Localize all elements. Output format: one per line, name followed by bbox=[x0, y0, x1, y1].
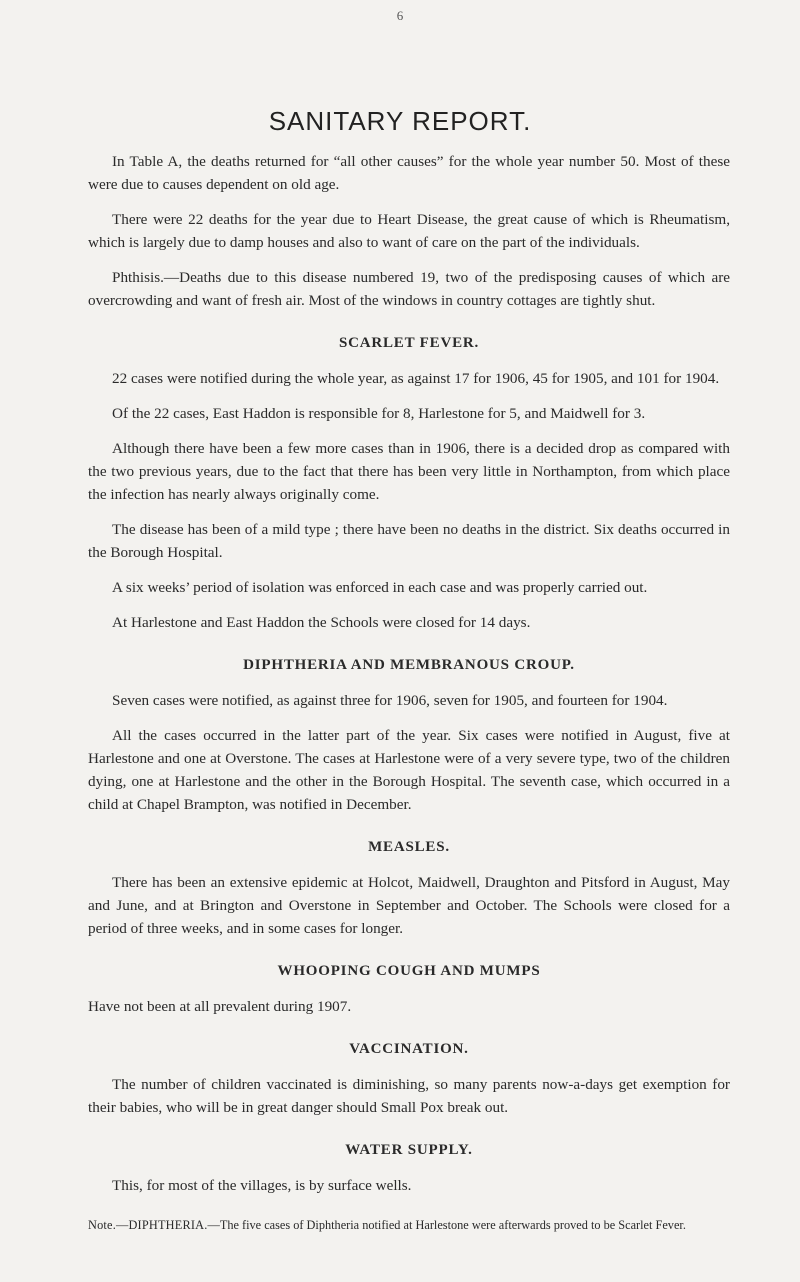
section-heading-scarlet-fever: SCARLET FEVER. bbox=[338, 335, 480, 351]
section-paragraph: Although there have been a few more cases than in 1906, there is a decided drop as compared with the two previous years, due to the fact that there has been very little in Northampton, from which place the infection has nearly always originally come. bbox=[88, 440, 730, 503]
section-paragraph: Have not been at all prevalent during 1907. bbox=[88, 998, 352, 1015]
section-paragraph: Seven cases were notified, as against three for 1906, seven for 1905, and fourteen for 1904. bbox=[112, 692, 668, 709]
footnote-label: Note.—DIPHTHERIA. bbox=[88, 1218, 208, 1232]
section-paragraph: Of the 22 cases, East Haddon is responsible for 8, Harlestone for 5, and Maidwell for 3. bbox=[112, 405, 646, 422]
section-paragraph: This, for most of the villages, is by surface wells. bbox=[112, 1177, 412, 1194]
section-paragraph: The number of children vaccinated is diminishing, so many parents now-a-days get exemption for their babies, who will be in great danger should Small Pox break out. bbox=[88, 1076, 730, 1116]
page-number: 6 bbox=[396, 8, 404, 23]
section-paragraph: The disease has been of a mild type ; there have been no deaths in the district. Six deaths occurred in the Borough Hospital. bbox=[88, 521, 730, 561]
section-heading-diphtheria: DIPHTHERIA AND MEMBRANOUS CROUP. bbox=[243, 657, 575, 673]
footnote-text: —The five cases of Diphtheria notified at Harlestone were afterwards proved to be Scarlet Fever. bbox=[207, 1218, 686, 1232]
report-body bbox=[88, 150, 730, 1234]
intro-paragraph: Phthisis.—Deaths due to this disease numbered 19, two of the predisposing causes of which are overcrowding and want of fresh air. Most of the windows in country cottages are tightly shut. bbox=[88, 269, 730, 309]
section-heading-whooping-cough: WHOOPING COUGH AND MUMPS bbox=[277, 963, 541, 979]
section-heading-water-supply: WATER SUPPLY. bbox=[345, 1142, 473, 1158]
section-paragraph: All the cases occurred in the latter part of the year. Six cases were notified in August, five at Harlestone and one at Overstone. The cases at Harlestone were of a very severe type, two of the children dying, one at Harlestone and the other in the Borough Hospital. The seventh case, which occurred in a child at Chapel Brampton, was notified in December. bbox=[88, 727, 730, 813]
section-paragraph: There has been an extensive epidemic at Holcot, Maidwell, Draughton and Pitsford in August, May and June, and at Brington and Overstone in September and October. The Schools were closed for a period of three weeks, and in some cases for longer. bbox=[88, 874, 730, 937]
section-paragraph: A six weeks’ period of isolation was enforced in each case and was properly carried out. bbox=[112, 579, 648, 596]
page-title: SANITARY REPORT. bbox=[268, 106, 532, 136]
section-paragraph: At Harlestone and East Haddon the Schools were closed for 14 days. bbox=[112, 614, 531, 631]
section-heading-measles: MEASLES. bbox=[368, 839, 450, 855]
intro-paragraph: In Table A, the deaths returned for “all other causes” for the whole year number 50. Most of these were due to causes dependent on old age. bbox=[88, 153, 730, 193]
section-heading-vaccination: VACCINATION. bbox=[349, 1041, 469, 1057]
intro-paragraph: There were 22 deaths for the year due to Heart Disease, the great cause of which is Rheumatism, which is largely due to damp houses and also to want of care on the part of the individuals. bbox=[88, 211, 730, 251]
section-paragraph: 22 cases were notified during the whole year, as against 17 for 1906, 45 for 1905, and 101 for 1904. bbox=[112, 370, 720, 387]
footnote bbox=[88, 1217, 730, 1234]
